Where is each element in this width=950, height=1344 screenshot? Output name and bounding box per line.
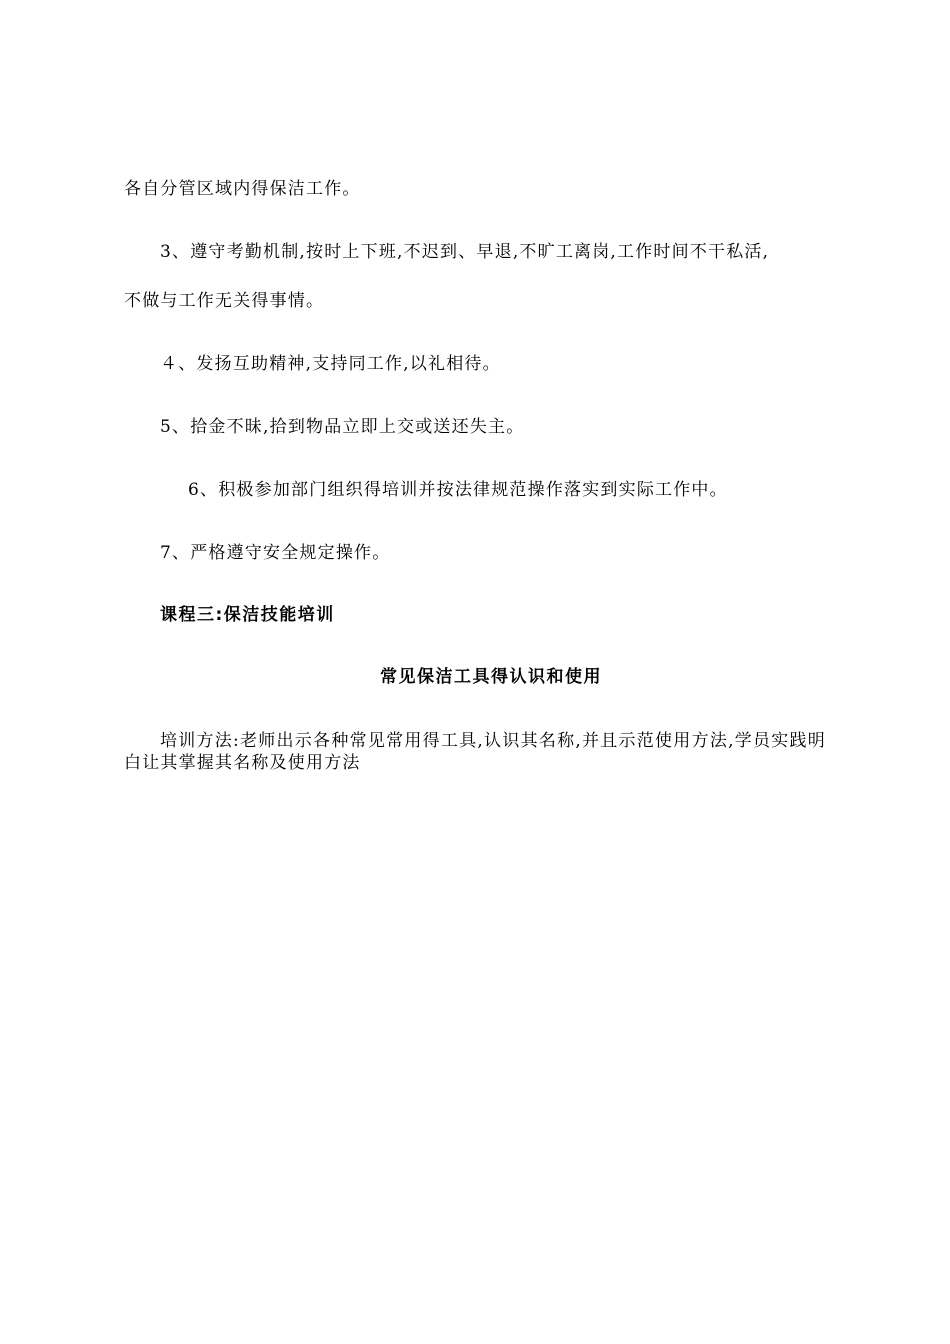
list-item-3-line-2: 不做与工作无关得事情。 — [124, 291, 325, 311]
list-item-4: ４、发扬互助精神,支持同工作,以礼相待。 — [160, 354, 501, 374]
list-item-3-line-1: 3、遵守考勤机制,按时上下班,不迟到、早退,不旷工离岗,工作时间不干私活, — [160, 242, 770, 262]
list-item-6: 6、积极参加部门组织得培训并按法律规范操作落实到实际工作中。 — [188, 480, 728, 500]
list-item-7: 7、严格遵守安全规定操作。 — [160, 543, 391, 563]
training-method-paragraph: 培训方法:老师出示各种常见常用得工具,认识其名称,并且示范使用方法,学员实践明白让其掌握其名称及使用方法 — [124, 731, 826, 773]
section-title: 常见保洁工具得认识和使用 — [380, 667, 602, 687]
paragraph-continuation: 各自分管区域内得保洁工作。 — [124, 179, 361, 199]
list-item-5: 5、拾金不昧,拾到物品立即上交或送还失主。 — [160, 417, 525, 437]
course-heading: 课程三:保洁技能培训 — [160, 605, 335, 625]
